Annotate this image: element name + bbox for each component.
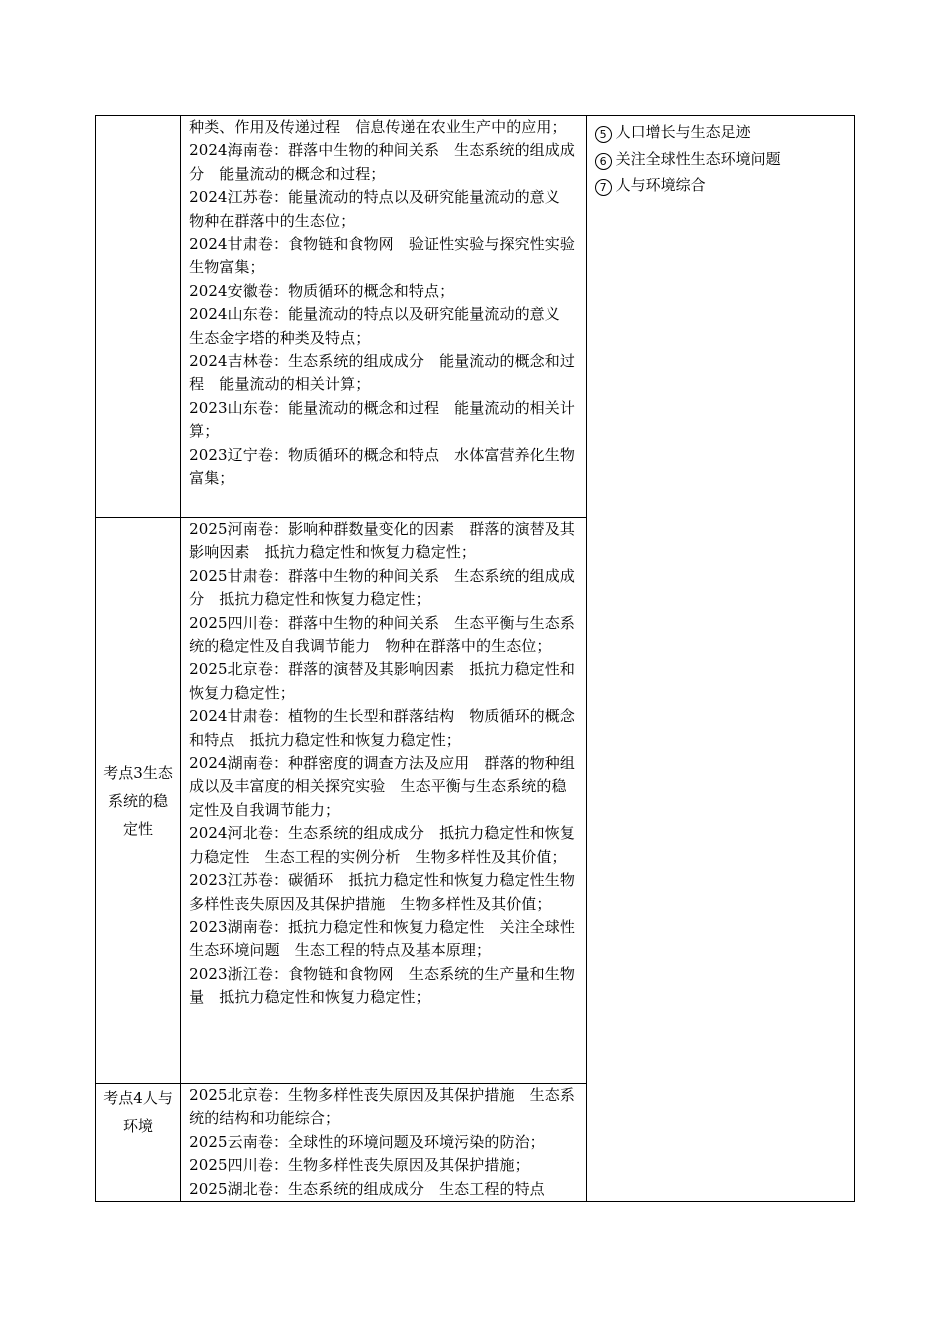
exam-entry: 种类、作用及传递过程 信息传递在农业生产中的应用； <box>189 118 567 136</box>
exam-entry: 2024湖南卷：种群密度的调查方法及应用 群落的物种组成以及丰富度的相关探究实验 生态平衡与生态系统的稳定性及自我调节能力； <box>189 754 575 819</box>
circled-number-icon: 7 <box>595 179 612 196</box>
exam-entries-cell <box>181 116 591 518</box>
topic-label-cell <box>96 1084 181 1202</box>
exam-entry: 2024吉林卷：生态系统的组成成分 能量流动的概念和过程 能量流动的相关计算； <box>189 352 575 394</box>
exam-entry: 2024甘肃卷：植物的生长型和群落结构 物质循环的概念和特点 抵抗力稳定性和恢复力稳定性； <box>189 707 575 749</box>
exam-entry: 2025云南卷：全球性的环境问题及环境污染的防治； <box>189 1132 545 1151</box>
exam-entry: 2024山东卷：能量流动的特点以及研究能量流动的意义 生态金字塔的种类及特点； <box>189 305 575 347</box>
knowledge-point-text: 人口增长与生态足迹 <box>615 123 751 141</box>
circled-number-icon: 6 <box>595 153 612 170</box>
exam-entry: 2025北京卷：生物多样性丧失原因及其保护措施 生态系统的结构和功能综合； <box>189 1086 575 1128</box>
exam-entry: 2023山东卷：能量流动的概念和过程 能量流动的相关计算； <box>189 398 575 441</box>
exam-entry: 2024江苏卷：能量流动的特点以及研究能量流动的意义 物种在群落中的生态位； <box>189 188 575 230</box>
topic-label-cell <box>96 116 181 518</box>
exam-entry: 2023湖南卷：抵抗力稳定性和恢复力稳定性 关注全球性生态环境问题 生态工程的特点及基本原理； <box>189 917 575 960</box>
exam-entry: 2025甘肃卷：群落中生物的种间关系 生态系统的组成成分 抵抗力稳定性和恢复力稳定性； <box>189 566 575 609</box>
exam-entry: 2023辽宁卷：物质循环的概念和特点 水体富营养化生物富集； <box>189 445 575 488</box>
exam-entry: 2025四川卷：生物多样性丧失原因及其保护措施； <box>189 1156 530 1175</box>
exam-entry: 2024甘肃卷：食物链和食物网 验证性实验与探究性实验 生物富集； <box>189 235 591 277</box>
exam-entry: 2024安徽卷：物质循环的概念和特点； <box>189 281 455 300</box>
exam-entry: 2024海南卷：群落中生物的种间关系 生态系统的组成成分 能量流动的概念和过程； <box>189 141 575 183</box>
syllabus-table <box>95 115 855 1202</box>
exam-entry: 2025湖北卷：生态系统的组成成分 生态工程的特点 <box>189 1179 545 1198</box>
topic-label-cell <box>96 518 181 1084</box>
circled-number-icon: 5 <box>595 126 612 143</box>
exam-entry: 2025北京卷：群落的演替及其影响因素 抵抗力稳定性和恢复力稳定性； <box>189 660 575 702</box>
exam-entry: 2023浙江卷：食物链和食物网 生态系统的生产量和生物量 抵抗力稳定性和恢复力稳定性； <box>189 964 575 1007</box>
exam-entry: 2025河南卷：影响种群数量变化的因素 群落的演替及其影响因素 抵抗力稳定性和恢复力稳定性； <box>189 520 575 562</box>
knowledge-point-item <box>595 146 854 173</box>
exam-entries-cell <box>181 518 587 1084</box>
exam-entry: 2025四川卷：群落中生物的种间关系 生态平衡与生态系统的稳定性及自我调节能力 物种在群落中的生态位； <box>189 613 575 656</box>
knowledge-point-text: 人与环境综合 <box>615 176 706 195</box>
exam-entry: 2024河北卷：生态系统的组成成分 抵抗力稳定性和恢复力稳定性 生态工程的实例分析 生物多样性及其价值； <box>189 824 575 866</box>
knowledge-point-item <box>595 119 854 146</box>
exam-entries-cell <box>181 1084 587 1202</box>
knowledge-point-item <box>595 172 854 199</box>
topic-label: 考点4人与环境 <box>103 1089 173 1135</box>
table-row <box>96 116 855 518</box>
topic-label: 考点3生态系统的稳定性 <box>103 763 173 838</box>
knowledge-points-cell <box>586 116 854 1202</box>
knowledge-point-text: 关注全球性生态环境问题 <box>615 149 781 168</box>
exam-entry: 2023江苏卷：碳循环 抵抗力稳定性和恢复力稳定性生物多样性丧失原因及其保护措施 生物多样性及其价值； <box>189 871 575 913</box>
